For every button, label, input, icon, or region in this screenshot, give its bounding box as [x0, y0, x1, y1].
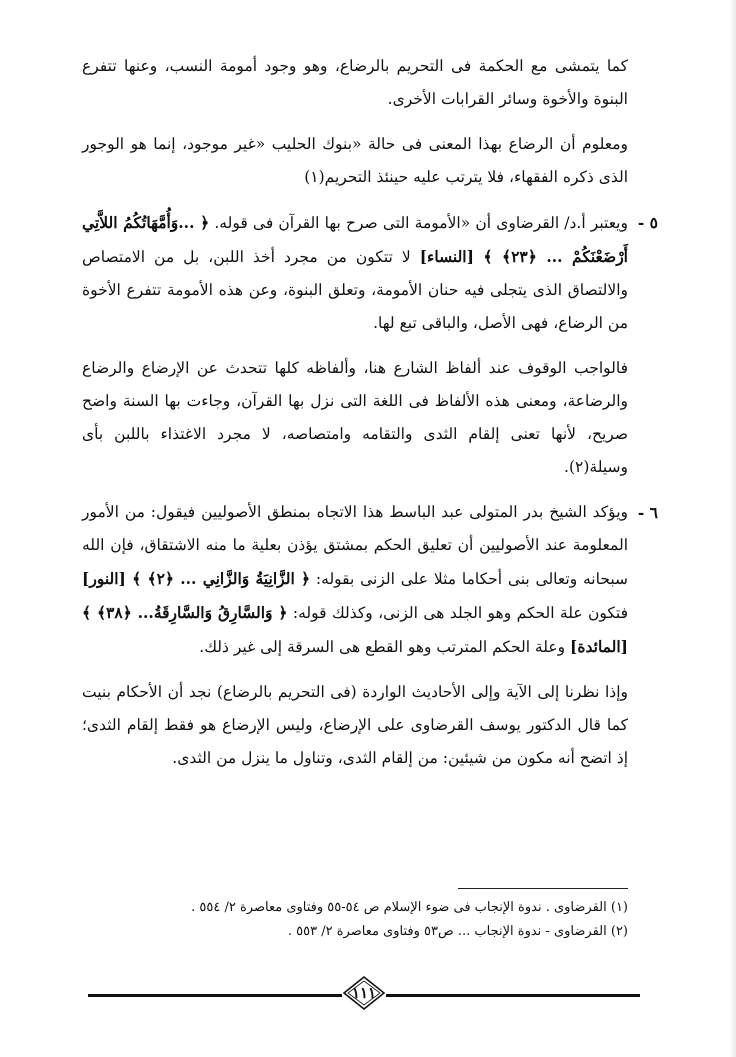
footnote-2: (٢) القرضاوى - ندوة الإنجاب ... ص٥٣ وفتاوى معاصرة ٢/ ٥٥٣ .: [287, 924, 628, 939]
item-5-text-b: لا تتكون من مجرد أخذ اللبن، بل من الامتصاص والالتصاق الذى يتجلى فيه حنان الأمومة، وتعلق البنوة، وعن هذه الأمومة تتفرع الأخوة من الرضاع، فهى الأصل، والباقى تبع لها.: [82, 248, 628, 332]
footer-rule-left: [88, 994, 342, 997]
quran-verse-nur: ﴿ الزَّانِيَةُ وَالزَّانِي ... ﴿٢﴾ ﴾ [النور]: [82, 569, 311, 588]
numbered-item-5: [82, 206, 658, 340]
paragraph-2: ومعلوم أن الرضاع بهذا المعنى فى حالة «بنوك الحليب «غير موجود، إنما هو الوجور الذى ذكره الفقهاء، فلا يترتب عليه حينئذ التحريم(١): [82, 135, 628, 186]
paragraph-4: وإذا نظرنا إلى الآية وإلى الأحاديث الواردة (فى التحريم بالرضاع) نجد أن الأحكام بنيت كما قال الدكتور يوسف القرضاوى على الإرضاع، وليس الإرضاع هو فقط إلقام الثدى؛ إذ اتضح أنه مكون من شيئين: من إلقام الثدى، وتناول ما ينزل من الثدى.: [82, 683, 628, 767]
numbered-item-6: [82, 496, 658, 664]
scan-edge: [730, 0, 736, 1057]
item-number-5: ٥ -: [638, 206, 658, 239]
page-number-badge: [344, 978, 384, 1008]
item-5-text-a: ويعتبر أ.د/ القرضاوى أن «الأمومة التى صرح بها القرآن فى قوله.: [214, 214, 628, 232]
page-footer: [88, 974, 640, 1014]
item-6-text-a: ويؤكد الشيخ بدر المتولى عبد الباسط هذا الاتجاه بمنطق الأصوليين فيقول: من الأمور المعلومة عند الأصوليين أن تعليق الحكم بمشتق يؤذن بعلية ما منه الاشتقاق، فإن الله سبحانه وتعالى بنى أحكاما مثلا على الزنى بقوله:: [82, 503, 628, 588]
footer-rule-right: [386, 994, 640, 997]
footnotes: [82, 896, 628, 944]
page-number: ١١١: [351, 984, 377, 1002]
paragraph-3: فالواجب الوقوف عند ألفاظ الشارع هنا، وألفاظه كلها تتحدث عن الإرضاع والرضاع والرضاعة، ومعنى هذه الألفاظ فى اللغة التى نزل بها القرآن، وجاءت بها السنة واضح صريح، لأنها تعنى إلقام الثدى والتقامه وامتصاصه، لا مجرد الاغتذاء باللبن بأى وسيلة(٢).: [82, 359, 628, 476]
footnote-separator: [458, 888, 628, 889]
item-6-text-c: وعلة الحكم المترتب وهو القطع هى السرقة إلى غير ذلك.: [199, 638, 566, 656]
body-text: [82, 50, 658, 775]
quran-verse-nisa: ﴿ ...وَأُمَّهَاتُكُمُ اللاَّتِي أَرْضَعْنَكُمْ ... ﴿٢٣﴾ ﴾ [النساء]: [82, 213, 628, 266]
item-6-text-b: فتكون علة الحكم وهو الجلد هى الزنى، وكذلك قوله:: [292, 604, 629, 622]
quran-verse-maidah: ﴿ وَالسَّارِقُ وَالسَّارِقَةُ... ﴿٣٨﴾ ﴾ [المائدة]: [82, 603, 628, 656]
footnote-1: (١) القرضاوى . ندوة الإنجاب فى ضوء الإسلام ص ٥٤-٥٥ وفتاوى معاصرة ٢/ ٥٥٤ .: [191, 900, 628, 915]
item-number-6: ٦ -: [638, 496, 658, 529]
paragraph-1: كما يتمشى مع الحكمة فى التحريم بالرضاع، وهو وجود أمومة النسب، وعنها تتفرع البنوة والأخوة وسائر القرابات الأخرى.: [82, 57, 628, 108]
